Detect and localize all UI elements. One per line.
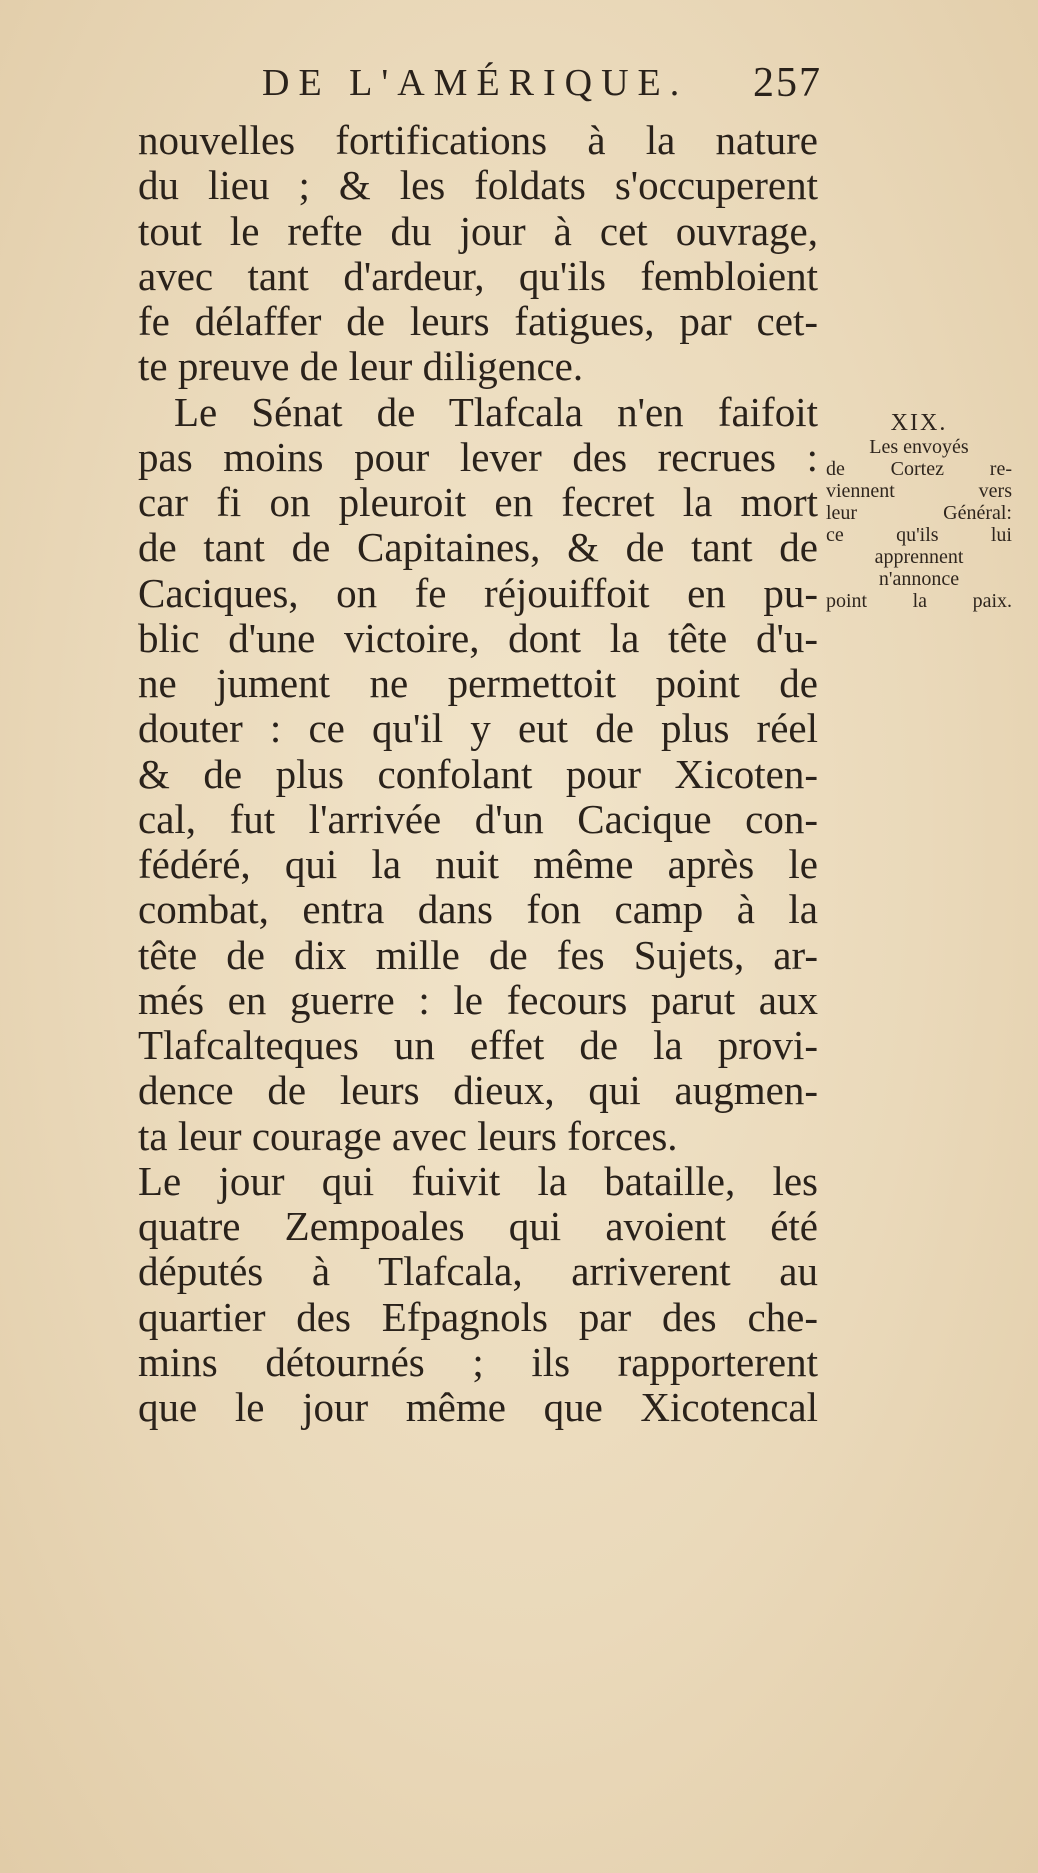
text-line: pas moins pour lever des recrues : <box>138 433 818 480</box>
text-line: quatre Zempoales qui avoient été <box>138 1203 818 1249</box>
margin-note-number: XIX. <box>890 410 948 436</box>
text-line: te preuve de leur diligence. <box>138 343 584 390</box>
text-line: fédéré, qui la nuit même après le <box>138 841 818 887</box>
running-title: DE L'AMÉRIQUE. <box>262 62 689 104</box>
margin-note <box>826 412 1012 612</box>
text-line: cal, fut l'arrivée d'un Cacique con- <box>138 795 818 842</box>
text-line: de tant de Capitaines, & de tant de <box>138 524 818 571</box>
text-line: Tlafcalteques un effet de la provi- <box>138 1022 818 1068</box>
text-line: douter : ce qu'il y eut de plus réel <box>138 705 818 752</box>
text-line: Le jour qui fuivit la bataille, les <box>138 1157 818 1204</box>
text-line: blic d'une victoire, dont la tête d'u- <box>138 614 818 661</box>
margin-note-line: apprennent <box>874 546 964 568</box>
margin-note-line: ce qu'ils lui <box>826 524 1012 546</box>
text-line: députés à Tlafcala, arriverent au <box>138 1248 818 1295</box>
margin-note-line: de Cortez re- <box>826 458 1012 480</box>
text-line: car fi on pleuroit en fecret la mort <box>138 479 818 525</box>
text-line: avec tant d'ardeur, qu'ils fembloient <box>138 252 818 299</box>
body-text <box>138 118 818 1430</box>
text-line: més en guerre : le fecours parut aux <box>138 976 818 1023</box>
text-line: tête de dix mille de fes Sujets, ar- <box>138 931 818 978</box>
text-line: que le jour même que Xicotencal <box>138 1384 818 1430</box>
margin-note-line: n'annonce <box>878 568 960 590</box>
text-line: combat, entra dans fon camp à la <box>138 886 818 933</box>
text-line: & de plus confolant pour Xicoten- <box>138 750 818 797</box>
text-line: mins détournés ; ils rapporterent <box>138 1338 818 1385</box>
text-line: tout le refte du jour à cet ouvrage, <box>138 207 818 254</box>
margin-note-line: Les envoyés <box>869 436 969 458</box>
text-line: Caciques, on fe réjouiffoit en pu- <box>138 569 818 616</box>
page-number: 257 <box>753 60 822 106</box>
text-line: quartier des Efpagnols par des che- <box>138 1293 818 1340</box>
margin-note-line: leur Général: <box>826 502 1012 524</box>
text-line: ne jument ne permettoit point de <box>138 660 818 706</box>
margin-note-line: point la paix. <box>826 590 1012 612</box>
text-line: ta leur courage avec leurs forces. <box>138 1112 678 1159</box>
margin-note-line: viennent vers <box>826 480 1012 502</box>
text-line: nouvelles fortifications à la nature <box>138 117 818 163</box>
text-line: du lieu ; & les foldats s'occuperent <box>138 162 818 209</box>
text-line: dence de leurs dieux, qui augmen- <box>138 1067 818 1114</box>
text-line: Le Sénat de Tlafcala n'en faifoit <box>174 388 818 435</box>
text-line: fe délaffer de leurs fatigues, par cet- <box>138 298 818 344</box>
running-head <box>262 58 822 108</box>
